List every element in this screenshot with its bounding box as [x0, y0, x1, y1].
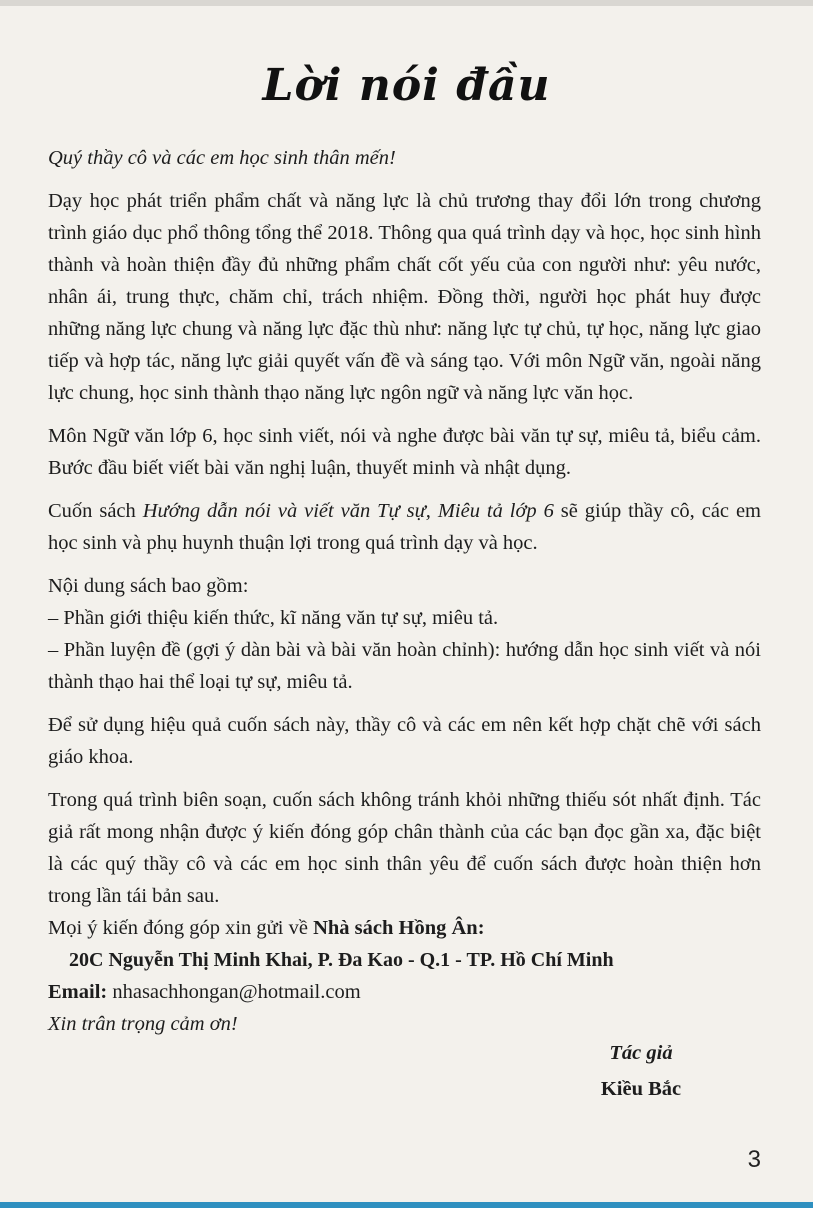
contents-intro: Nội dung sách bao gồm: — [48, 575, 249, 597]
paragraph-2: Môn Ngữ văn lớp 6, học sinh viết, nói và nghe được bài văn tự sự, miêu tả, biểu cảm. Bước đầu biết viết bài văn nghị luận, thuyết minh và nhật dụng. — [48, 425, 761, 479]
publisher-address: 20C Nguyễn Thị Minh Khai, P. Đa Kao - Q.1 - TP. Hồ Chí Minh — [69, 949, 614, 971]
greeting: Quý thầy cô và các em học sinh thân mến! — [48, 147, 396, 169]
page-title: Lời nói đầu — [262, 60, 551, 111]
paragraph-3-after: sẽ giúp thầy cô, các em học sinh và phụ huynh thuận lợi trong quá trình dạy và học. — [48, 500, 761, 554]
page-number: 3 — [747, 1146, 761, 1173]
thanks-line: Xin trân trọng cảm ơn! — [48, 1013, 238, 1035]
book-title: Hướng dẫn nói và viết văn Tự sự, Miêu tả lớp 6 — [142, 500, 554, 522]
paragraph-4: Để sử dụng hiệu quả cuốn sách này, thầy cô và các em nên kết hợp chặt chẽ với sách giáo khoa. — [48, 714, 761, 768]
email-label: Email: — [48, 981, 108, 1003]
paragraph-5: Trong quá trình biên soạn, cuốn sách không tránh khỏi những thiếu sót nhất định. Tác giả rất mong nhận được ý kiến đóng góp chân thành của các bạn đọc gần xa, đặc biệt là các quý thầy cô và các em học sinh thân yêu để cuốn sách được hoàn thiện hơn trong lần tái bản sau. — [48, 789, 761, 907]
feedback-line — [48, 912, 761, 944]
preface-body — [48, 142, 761, 1040]
contents-item: – Phần giới thiệu kiến thức, kĩ năng văn tự sự, miêu tả. — [48, 607, 499, 629]
publisher-name: Nhà sách Hồng Ân: — [313, 917, 485, 939]
feedback-text: Mọi ý kiến đóng góp xin gửi về — [48, 917, 314, 939]
email-address: nhasachhongan@hotmail.com — [107, 981, 361, 1003]
bottom-edge — [0, 1202, 813, 1208]
paragraph-1: Dạy học phát triển phẩm chất và năng lực là chủ trương thay đổi lớn trong chương trình giáo dục phổ thông tổng thể 2018. Thông qua quá trình dạy và học, học sinh hình thành và hoàn thiện đầy đủ những phẩm chất cốt yếu của con người như: yêu nước, nhân ái, trung thực, chăm chỉ, trách nhiệm. Đồng thời, người học phát huy được những năng lực chung và năng lực đặc thù như: năng lực tự chủ, tự học, năng lực giao tiếp và hợp tác, năng lực giải quyết vấn đề và sáng tạo. Với môn Ngữ văn, ngoài năng lực chung, học sinh thành thạo năng lực ngôn ngữ và năng lực văn học. — [48, 190, 761, 404]
paragraph-3-before: Cuốn sách — [48, 500, 143, 522]
email-line — [48, 976, 761, 1008]
top-edge — [0, 0, 813, 6]
author-role: Tác giả — [609, 1042, 673, 1064]
author-name: Kiều Bắc — [600, 1078, 682, 1100]
contents-item: – Phần luyện đề (gợi ý dàn bài và bài văn hoàn chỉnh): hướng dẫn học sinh viết và nói thành thạo hai thể loại tự sự, miêu tả. — [48, 639, 761, 693]
signoff — [566, 1035, 716, 1107]
paragraph-3 — [48, 495, 761, 559]
